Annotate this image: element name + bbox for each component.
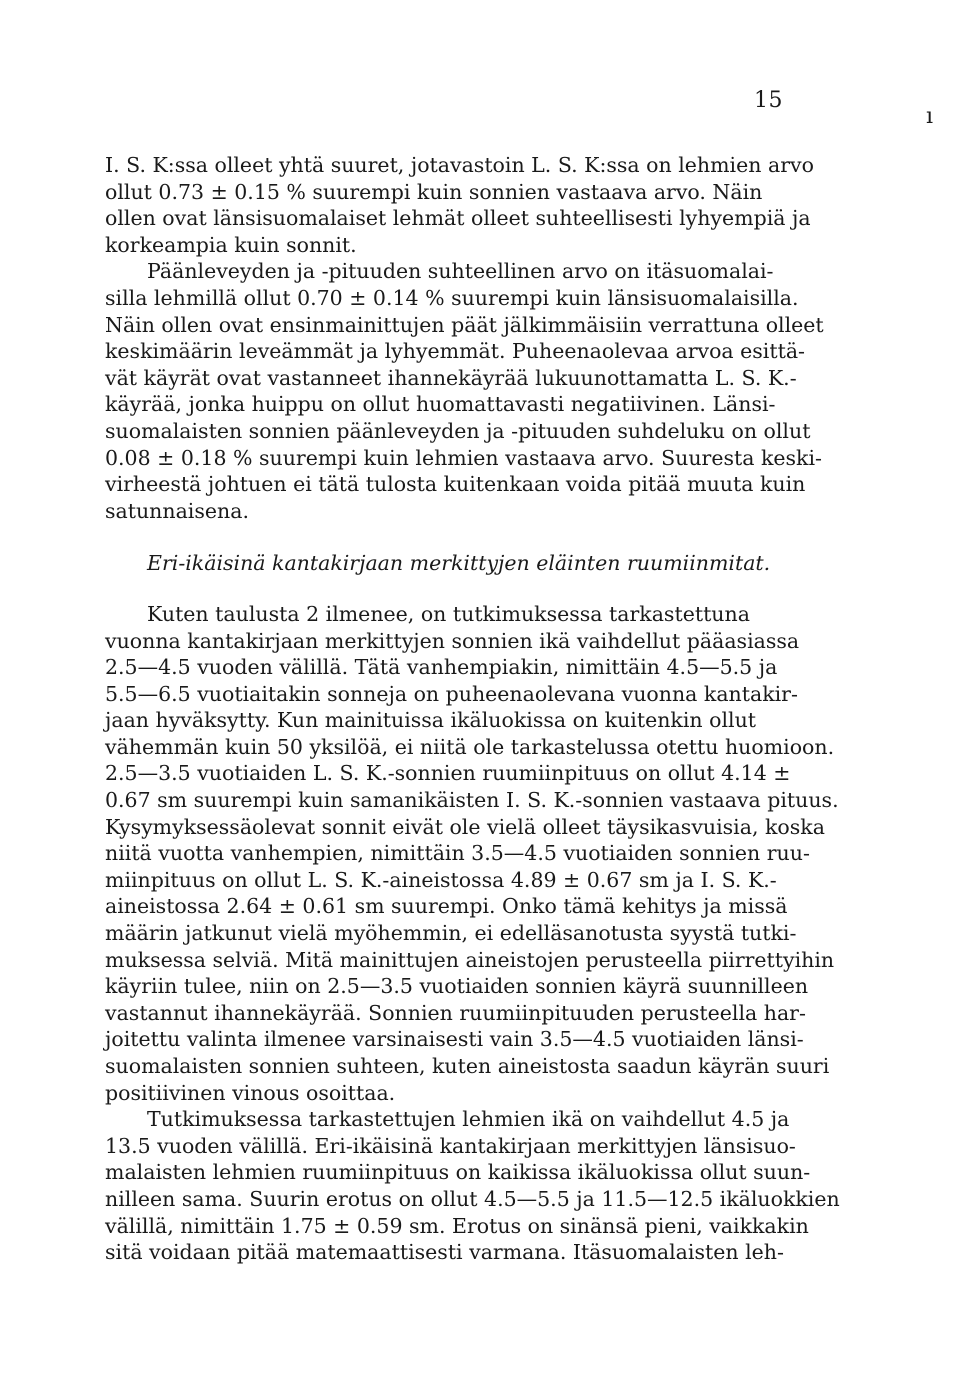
text-line: käyrää, jonka huippu on ollut huomattavasti negatiivinen. Länsi- (105, 392, 776, 417)
text-line: välillä, nimittäin 1.75 ± 0.59 sm. Erotus on sinänsä pieni, vaikkakin (105, 1213, 809, 1238)
text-line: aineistossa 2.64 ± 0.61 sm suurempi. Onko tämä kehitys ja missä (105, 894, 788, 919)
margin-mark: ı (926, 104, 934, 129)
text-line: Päänleveyden ja -pituuden suhteellinen arvo on itäsuomalai- (147, 259, 774, 284)
paragraph-2 (105, 258, 824, 524)
text-line: sitä voidaan pitää matemaattisesti varmana. Itäsuomalaisten leh- (105, 1240, 784, 1265)
text-line: miinpituus on ollut L. S. K.-aineistossa 4.89 ± 0.67 sm ja I. S. K.- (105, 867, 777, 892)
text-line: muksessa selviä. Mitä mainittujen aineistojen perusteella piirrettyihin (105, 947, 835, 972)
text-line: Kysymyksessäolevat sonnit eivät ole vielä olleet täysikasvuisia, koska (105, 814, 825, 839)
paragraph-1 (105, 152, 814, 258)
text-line: vät käyrät ovat vastanneet ihannekäyrää lukuunottamatta L. S. K.- (105, 365, 797, 390)
text-line: joitettu valinta ilmenee varsinaisesti vain 3.5—4.5 vuotiaiden länsi- (105, 1027, 804, 1052)
text-line: niitä vuotta vanhempien, nimittäin 3.5—4.5 vuotiaiden sonnien ruu- (105, 841, 810, 866)
text-line: 0.67 sm suurempi kuin samanikäisten I. S. K.-sonnien vastaava pituus. (105, 788, 839, 813)
text-line: silla lehmillä ollut 0.70 ± 0.14 % suurempi kuin länsisuomalaisilla. (105, 285, 799, 310)
text-line: 2.5—4.5 vuoden välillä. Tätä vanhempiakin, nimittäin 4.5—5.5 ja (105, 655, 778, 680)
text-line: suomalaisten sonnien suhteen, kuten aineistosta saadun käyrän suuri (105, 1054, 830, 1078)
text-line: virheestä johtuen ei tätä tulosta kuitenkaan voida pitää muuta kuin (105, 472, 806, 497)
text-line: korkeampia kuin sonnit. (105, 232, 357, 257)
text-line: ollut 0.73 ± 0.15 % suurempi kuin sonnien vastaava arvo. Näin (105, 179, 763, 204)
text-line: malaisten lehmien ruumiinpituus on kaikissa ikäluokissa ollut suun- (105, 1160, 811, 1185)
text-line: nilleen sama. Suurin erotus on ollut 4.5—5.5 ja 11.5—12.5 ikäluokkien (105, 1186, 840, 1211)
text-line: jaan hyväksytty. Kun mainituissa ikäluokissa on kuitenkin ollut (105, 708, 757, 733)
text-line: määrin jatkunut vielä myöhemmin, ei edelläsanotusta syystä tutki- (105, 921, 797, 946)
text-line: käyriin tulee, niin on 2.5—3.5 vuotiaiden sonnien käyrä suunnilleen (105, 974, 809, 999)
text-line: 5.5—6.5 vuotiaitakin sonneja on puheenaolevana vuonna kantakir- (105, 681, 798, 706)
text-line: positiivinen vinous osoittaa. (105, 1080, 396, 1105)
text-line: vähemmän kuin 50 yksilöä, ei niitä ole tarkastelussa otettu huomioon. (105, 734, 835, 759)
page-number: 15 (754, 88, 783, 113)
body-text (105, 152, 840, 1266)
text-line: keskimäärin leveämmät ja lyhyemmät. Puheenaolevaa arvoa esittä- (105, 339, 805, 364)
text-line: 0.08 ± 0.18 % suurempi kuin lehmien vastaava arvo. Suuresta keski- (105, 445, 822, 470)
text-line: Näin ollen ovat ensinmainittujen päät jälkimmäisiin verrattuna olleet (105, 312, 824, 337)
text-line: 2.5—3.5 vuotiaiden L. S. K.-sonnien ruumiinpituus on ollut 4.14 ± (105, 761, 791, 786)
paragraph-4 (105, 1106, 840, 1266)
text-line: 13.5 vuoden välillä. Eri-ikäisinä kantakirjaan merkittyjen länsisuo- (105, 1133, 796, 1158)
text-line: suomalaisten sonnien päänleveyden ja -pituuden suhdeluku on ollut (105, 418, 811, 443)
text-line: Kuten taulusta 2 ilmenee, on tutkimuksessa tarkastettuna (147, 601, 750, 626)
paragraph-3 (105, 601, 839, 1106)
text-line: I. S. K:ssa olleet yhtä suuret, jotavastoin L. S. K:ssa on lehmien arvo (105, 153, 814, 177)
text-line: vastannut ihannekäyrää. Sonnien ruumiinpituuden perusteella har- (105, 1000, 806, 1025)
section-heading: Eri-ikäisinä kantakirjaan merkittyjen eläinten ruumiinmitat. (147, 551, 771, 576)
text-line: Tutkimuksessa tarkastettujen lehmien ikä on vaihdellut 4.5 ja (147, 1107, 790, 1132)
text-line: satunnaisena. (105, 498, 249, 523)
text-line: vuonna kantakirjaan merkittyjen sonnien ikä vaihdellut pääasiassa (105, 628, 800, 653)
text-line: ollen ovat länsisuomalaiset lehmät olleet suhteellisesti lyhyempiä ja (105, 206, 811, 231)
